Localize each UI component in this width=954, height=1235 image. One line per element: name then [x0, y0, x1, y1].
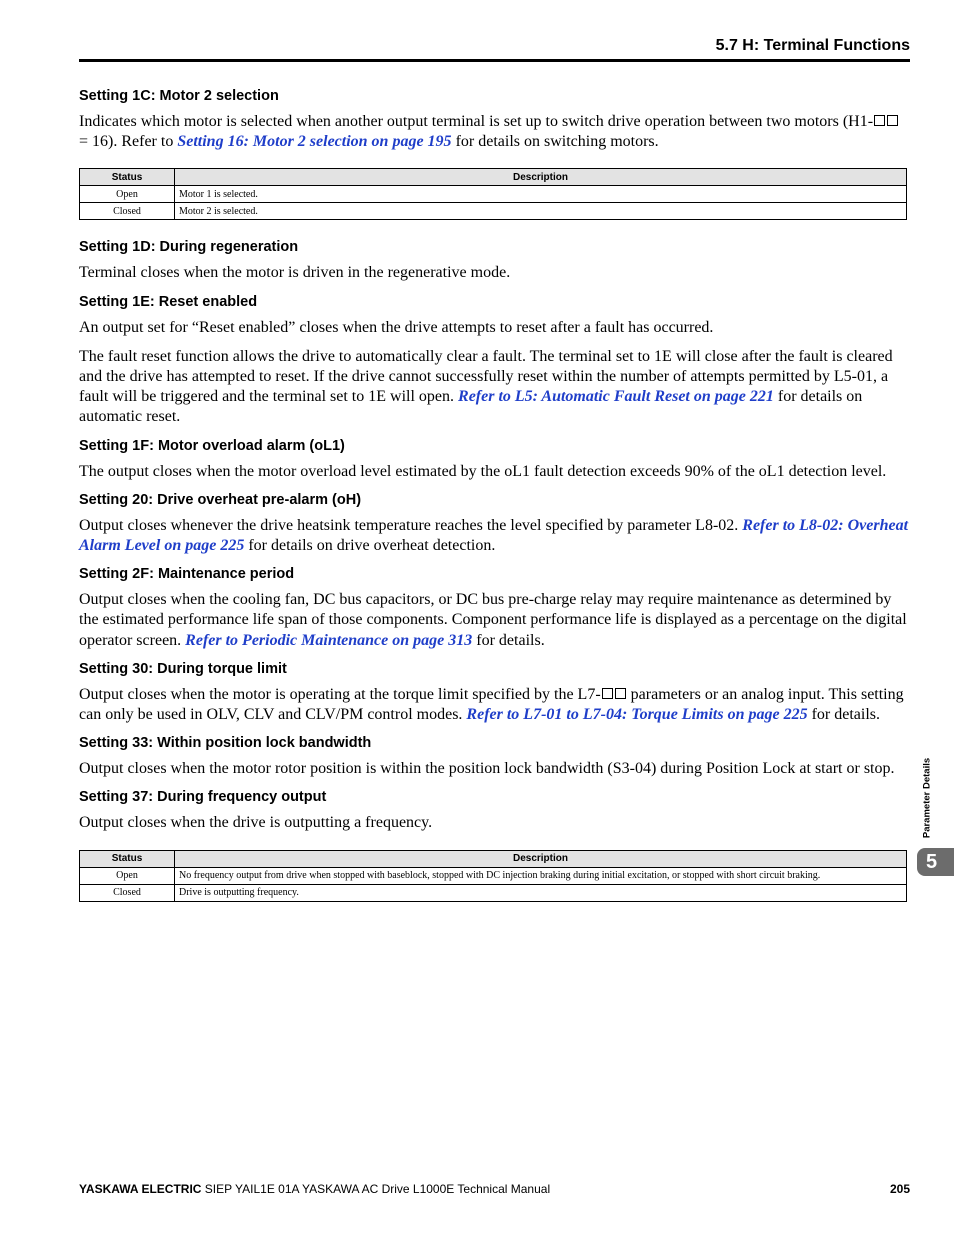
page-number: 205 [889, 1182, 910, 1196]
paragraph-setting-20 [79, 516, 908, 556]
column-header-status: Status [80, 850, 175, 867]
link-setting-16[interactable]: Setting 16: Motor 2 selection on page 195 [177, 133, 452, 151]
status-cell: Open [80, 867, 175, 884]
heading-setting-1f: Setting 1F: Motor overload alarm (oL1) [79, 437, 345, 454]
column-header-description: Description [175, 850, 907, 867]
page-content [79, 87, 908, 920]
text: parameters or an analog input. This setting can only be used in OLV, CLV and CLV/PM control modes. [79, 685, 904, 724]
paragraph-setting-1e: An output set for “Reset enabled” closes when the drive attempts to reset after a fault has occurred. [79, 318, 714, 336]
heading-setting-2f: Setting 2F: Maintenance period [79, 566, 295, 583]
link-l7-torque-limits[interactable]: Refer to L7-01 to L7-04: Torque Limits on page 225 [466, 706, 808, 724]
paragraph-fault-reset [79, 347, 908, 428]
status-cell: Open [80, 186, 175, 203]
text: for details on drive overheat detection. [244, 537, 496, 555]
chapter-tab[interactable]: 5 [917, 848, 954, 876]
placeholder-box-icon [615, 688, 626, 699]
paragraph-setting-2f [79, 590, 908, 651]
text: Output closes whenever the drive heatsink temperature reaches the level specified by parameter L8-02. [79, 516, 743, 534]
placeholder-box-icon [602, 688, 613, 699]
paragraph-setting-1c [79, 112, 908, 152]
text: Output closes when the motor is operating at the torque limit specified by the L7- [79, 685, 601, 703]
paragraph-setting-37: Output closes when the drive is outputting a frequency. [79, 814, 433, 832]
text: Output closes when the cooling fan, DC bus capacitors, or DC bus pre-charge relay may require maintenance as determined by the estimated performance life span of those components. Component performance life is displayed as a percentage on the digital operator screen. [79, 591, 907, 649]
heading-setting-37: Setting 37: During frequency output [79, 789, 327, 806]
table-row [80, 203, 907, 220]
chapter-label-text: Parameter Details [921, 757, 933, 839]
footer-manual-info [79, 1181, 550, 1197]
table-row [80, 884, 907, 901]
header-rule [79, 59, 910, 62]
column-header-description: Description [175, 169, 907, 186]
link-l8-02[interactable]: Refer to L8-02: Overheat Alarm Level on page 225 [79, 516, 909, 555]
status-cell: Closed [80, 203, 175, 220]
text: Indicates which motor is selected when another output terminal is set up to switch drive operation between two motors (H1- [79, 113, 874, 130]
column-header-status: Status [80, 169, 175, 186]
placeholder-box-icon [887, 115, 898, 126]
text: The fault reset function allows the drive to automatically clear a fault. The terminal set to 1E will close after the fault is cleared and the drive has attempted to reset. If the drive cannot successfully reset within the number of attempts permitted by L5-01, a fault will be triggered and the terminal set to 1E will open. [79, 347, 893, 406]
link-periodic-maintenance[interactable]: Refer to Periodic Maintenance on page 313 [185, 631, 473, 649]
description-cell: Motor 2 is selected. [175, 203, 907, 220]
link-l5-fault-reset[interactable]: Refer to L5: Automatic Fault Reset on page 221 [458, 388, 774, 406]
text: = 16). Refer to [79, 133, 178, 151]
heading-setting-1c: Setting 1C: Motor 2 selection [79, 88, 279, 104]
status-cell: Closed [80, 884, 175, 901]
text: for details. [472, 631, 545, 649]
description-cell: Motor 1 is selected. [175, 186, 907, 203]
chapter-side-label [920, 748, 934, 848]
motor2-status-table [79, 168, 907, 220]
table-row [80, 867, 907, 884]
paragraph-setting-1d: Terminal closes when the motor is driven in the regenerative mode. [79, 264, 511, 282]
heading-setting-30: Setting 30: During torque limit [79, 660, 287, 677]
heading-setting-1e: Setting 1E: Reset enabled [79, 293, 258, 310]
footer-brand: YASKAWA ELECTRIC [79, 1182, 202, 1196]
text: for details. [807, 706, 881, 724]
running-head: 5.7 H: Terminal Functions [715, 37, 910, 54]
table-row [80, 186, 907, 203]
placeholder-box-icon [874, 115, 885, 126]
heading-setting-20: Setting 20: Drive overheat pre-alarm (oH) [79, 491, 362, 508]
heading-setting-33: Setting 33: Within position lock bandwidth [79, 735, 372, 752]
footer-doc-title: SIEP YAIL1E 01A YASKAWA AC Drive L1000E Technical Manual [201, 1182, 551, 1196]
table-header-row [80, 169, 907, 186]
heading-setting-1d: Setting 1D: During regeneration [79, 239, 299, 256]
paragraph-setting-30 [79, 685, 908, 725]
description-cell: No frequency output from drive when stopped with baseblock, stopped with DC injection braking during initial excitation, or stopped with short circuit braking. [175, 867, 907, 884]
text: for details on switching motors. [451, 133, 659, 151]
text: for details on automatic reset. [79, 388, 863, 426]
paragraph-setting-33: Output closes when the motor rotor position is within the position lock bandwidth (S3-04) during Position Lock at start or stop. [79, 760, 895, 778]
table-header-row [80, 850, 907, 867]
paragraph-setting-1f: The output closes when the motor overload level estimated by the oL1 fault detection exceeds 90% of the oL1 detection level. [79, 462, 887, 480]
frequency-output-status-table [79, 850, 907, 902]
description-cell: Drive is outputting frequency. [175, 884, 907, 901]
